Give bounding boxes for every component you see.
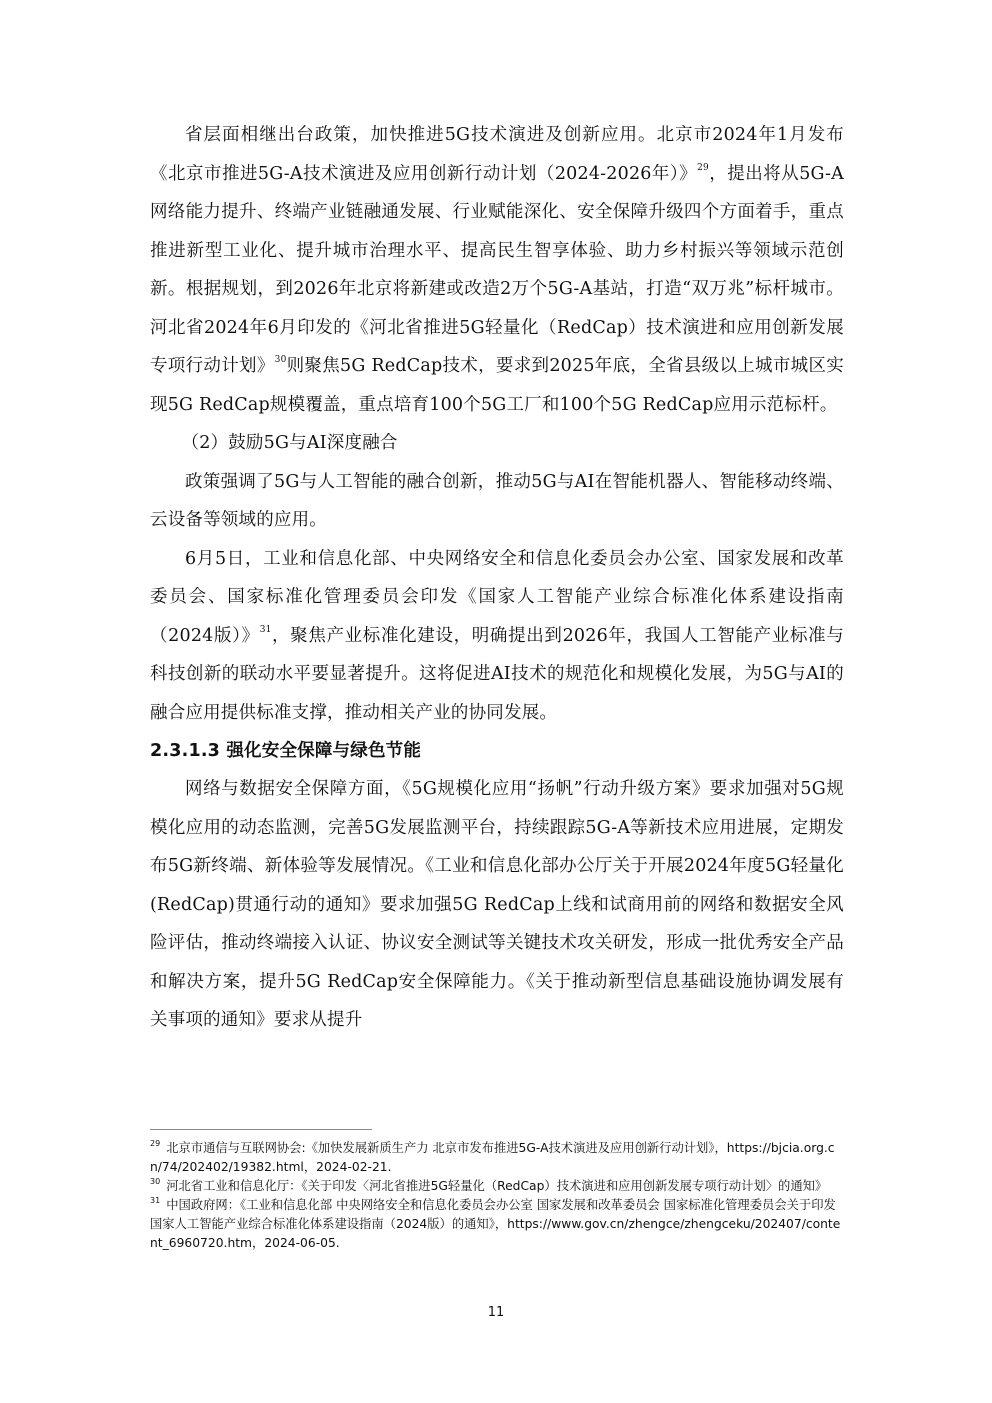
footnote-ref-31[interactable]: 31: [259, 624, 272, 635]
paragraph-text: ，聚焦产业标准化建设，明确提出到2026年，我国人工智能产业标准与科技创新的联动水平要显著提升。这将促进AI技术的规范化和规模化发展，为5G与AI的融合应用提供标准支撑，推动相关产业的协同发展。: [150, 625, 844, 723]
paragraph-5g-ai-policy: 政策强调了5G与人工智能的融合创新，推动5G与AI在智能机器人、智能移动终端、云设备等领域的应用。: [150, 471, 844, 530]
paragraph-beijing-hebei-policy: [150, 116, 844, 424]
paragraph-text: ，提出将从5G-A网络能力提升、终端产业链融通发展、行业赋能深化、安全保障升级四个方面着手，重点推进新型工业化、提升城市治理水平、提高民生智享体验、助力乡村振兴等领域示范创新。根据规划，到2026年北京将新建或改造2万个5G-A基站，打造“双万兆”标杆城市。河北省2024年6月印发的《河北省推进5G轻量化（RedCap）技术演进和应用创新发展专项行动计划》: [150, 163, 844, 376]
paragraph-text: 省层面相继出台政策，加快推进5G技术演进及创新应用。北京市2024年1月发布《北京市推进5G-A技术演进及应用创新行动计划（2024-2026年）》: [150, 125, 844, 184]
footnote-text[interactable]: 北京市通信与互联网协会:《加快发展新质生产力 北京市发布推进5G-A技术演进及应用创新行动计划》，https://bjcia.org.cn/74/202402/19382.html，2024-02-21.: [150, 1141, 835, 1174]
footnote-number: 31: [150, 1196, 161, 1205]
footnote-30: [150, 1177, 844, 1196]
footnote-29: [150, 1139, 844, 1177]
paragraph-text: 6月5日，工业和信息化部、中央网络安全和信息化委员会办公室、国家发展和改革委员会、国家标准化管理委员会印发《国家人工智能产业综合标准化体系建设指南（2024版）》: [150, 548, 844, 646]
body-text: [150, 116, 844, 1040]
footnote-31: [150, 1196, 844, 1253]
paragraph-security: 网络与数据安全保障方面，《5G规模化应用“扬帆”行动升级方案》要求加强对5G规模化应用的动态监测，完善5G发展监测平台，持续跟踪5G-A等新技术应用进展，定期发布5G新终端、新体验等发展情况。《工业和信息化部办公厅关于开展2024年度5G轻量化(RedCap)贯通行动的通知》要求加强5G RedCap上线和试商用前的网络和数据安全风险评估，推动终端接入认证、协议安全测试等关键技术攻关研发，形成一批优秀安全产品和解决方案，提升5G RedCap安全保障能力。《关于推动新型信息基础设施协调发展有关事项的通知》要求从提升: [150, 779, 844, 1030]
footnotes: [150, 1139, 844, 1253]
footnote-ref-30[interactable]: 30: [274, 355, 287, 365]
footnote-text[interactable]: 中国政府网：《工业和信息化部 中央网络安全和信息化委员会办公室 国家发展和改革委员会 国家标准化管理委员会关于印发国家人工智能产业综合标准化体系建设指南（2024版）的通知》，https://www.gov.cn/zhengce/zhengceku/202407/content_6960720.htm，2024-06-05.: [150, 1198, 841, 1250]
paragraph-ai-standards: [150, 540, 844, 733]
section-heading: 2.3.1.3 强化安全保障与绿色节能: [150, 741, 422, 761]
footnote-divider: [150, 1129, 372, 1130]
footnote-number: 30: [150, 1177, 161, 1186]
subheading-5g-ai: （2）鼓励5G与AI深度融合: [181, 433, 398, 453]
footnote-ref-29[interactable]: 29: [697, 162, 709, 173]
page-number: 11: [487, 1305, 505, 1320]
paragraph-text: 则聚焦5G RedCap技术，要求到2025年底，全省县级以上城市城区实现5G RedCap规模覆盖，重点培育100个5G工厂和100个5G RedCap应用示范标杆。: [150, 356, 844, 415]
footnote-text: 河北省工业和信息化厅：《关于印发〈河北省推进5G轻量化（RedCap）技术演进和应用创新发展专项行动计划〉的通知》: [166, 1179, 828, 1193]
footnote-number: 29: [150, 1139, 161, 1148]
